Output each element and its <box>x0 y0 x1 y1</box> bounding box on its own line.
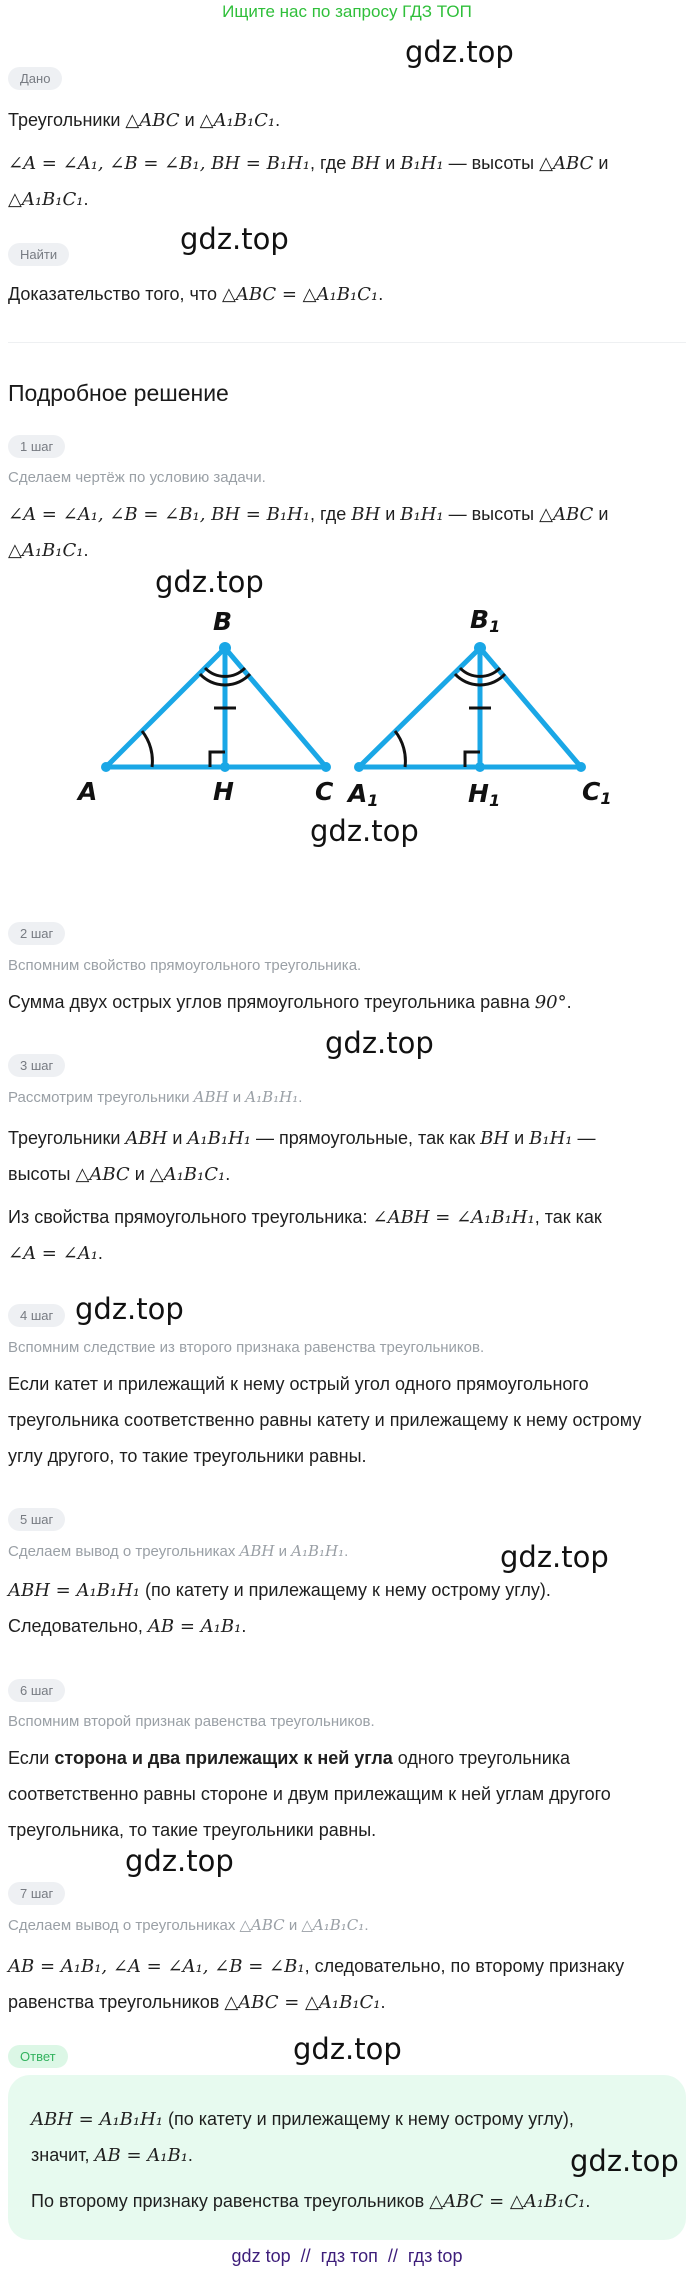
step-badge: 5 шаг <box>8 1508 65 1531</box>
watermark: gdz.top <box>180 222 289 256</box>
step-text: треугольника, то такие треугольники равны. <box>8 1820 377 1840</box>
angle-a-arc <box>142 731 152 767</box>
label-a: A <box>78 777 98 806</box>
step-hint: Сделаем чертёж по условию задачи. <box>8 469 266 486</box>
answer-text: значит, AB = A₁B₁. <box>31 2145 193 2166</box>
triangle-abc-labels <box>76 607 334 806</box>
watermark: gdz.top <box>570 2144 679 2178</box>
label-c: C <box>315 777 334 806</box>
step-hint: Сделаем вывод о треугольниках △ABC и △A₁B₁C₁. <box>8 1916 369 1934</box>
label-b1: B1 <box>470 605 501 636</box>
step-text: высоты △ABC и △A₁B₁C₁. <box>8 1164 231 1185</box>
step-badge: 4 шаг <box>8 1304 65 1327</box>
step-hint: Вспомним второй признак равенства треугольников. <box>8 1713 375 1730</box>
step-badge: 1 шаг <box>8 435 65 458</box>
find-badge: Найти <box>8 243 69 266</box>
step-text: соответственно равны стороне и двум прилежащим к ней углам другого <box>8 1784 611 1804</box>
given-line-3: △A₁B₁C₁. <box>8 189 89 210</box>
step-text: Треугольники ABH и A₁B₁H₁ — прямоугольные, так как BH и B₁H₁ — <box>8 1128 596 1149</box>
step-badge: 6 шаг <box>8 1679 65 1702</box>
step-hint: Вспомним следствие из второго признака равенства треугольников. <box>8 1339 485 1356</box>
watermark: gdz.top <box>310 814 419 848</box>
step-hint: Сделаем вывод о треугольниках ABH и A₁B₁H₁. <box>8 1542 349 1560</box>
step-badge: 3 шаг <box>8 1054 65 1077</box>
watermark: gdz.top <box>75 1292 184 1326</box>
angle-a1-arc <box>395 731 405 767</box>
step-badge: 7 шаг <box>8 1882 65 1905</box>
label-c1: C1 <box>582 777 612 808</box>
step-text: Сумма двух острых углов прямоугольного треугольника равна 90°. <box>8 992 572 1013</box>
answer-text: По второму признаку равенства треугольников △ABC = △A₁B₁C₁. <box>31 2191 591 2212</box>
watermark: gdz.top <box>293 2032 402 2066</box>
triangles-figure <box>60 600 650 820</box>
watermark: gdz.top <box>500 1540 609 1574</box>
step-text: треугольника соответственно равны катету и прилежащему к нему острому <box>8 1410 642 1430</box>
label-h: H <box>213 777 234 806</box>
step-text: углу другого, то такие треугольники равны. <box>8 1446 367 1466</box>
step-hint: Вспомним свойство прямоугольного треугольника. <box>8 957 362 974</box>
solution-title: Подробное решение <box>8 380 229 406</box>
label-h1: H1 <box>468 779 501 810</box>
given-line-2: ∠A = ∠A₁, ∠B = ∠B₁, BH = B₁H₁, где BH и B₁H₁ — высоты △ABC и <box>8 153 609 174</box>
step-text: ∠A = ∠A₁. <box>8 1243 103 1264</box>
given-badge: Дано <box>8 67 62 90</box>
watermark: gdz.top <box>325 1026 434 1060</box>
label-b: B <box>213 607 233 636</box>
given-line-1: Треугольники △ABC и △A₁B₁C₁. <box>8 110 281 131</box>
step-text: Если катет и прилежащий к нему острый угол одного прямоугольного <box>8 1374 589 1394</box>
step-text: ABH = A₁B₁H₁ (по катету и прилежащему к нему острому углу). <box>8 1580 551 1601</box>
step-text: △A₁B₁C₁. <box>8 540 89 561</box>
find-section <box>8 243 69 266</box>
label-a1: A1 <box>348 779 379 810</box>
step-text: ∠A = ∠A₁, ∠B = ∠B₁, BH = B₁H₁, где BH и B₁H₁ — высоты △ABC и <box>8 504 609 525</box>
watermark: gdz.top <box>405 35 514 69</box>
step-badge: 2 шаг <box>8 922 65 945</box>
step-text: равенства треугольников △ABC = △A₁B₁C₁. <box>8 1992 386 2013</box>
section-divider <box>8 342 686 343</box>
answer-badge: Ответ <box>8 2045 68 2068</box>
step-text: Из свойства прямоугольного треугольника: ∠ABH = ∠A₁B₁H₁, так как <box>8 1207 602 1228</box>
step-text: Если сторона и два прилежащих к ней угла одного треугольника <box>8 1748 571 1768</box>
step-hint: Рассмотрим треугольники ABH и A₁B₁H₁. <box>8 1088 303 1106</box>
watermark: gdz.top <box>125 1844 234 1878</box>
watermark: gdz.top <box>155 565 264 599</box>
answer-text: ABH = A₁B₁H₁ (по катету и прилежащему к нему острому углу), <box>31 2109 574 2130</box>
footer-links[interactable]: gdz top // гдз топ // гдз top <box>231 2246 463 2266</box>
step-text: Следовательно, AB = A₁B₁. <box>8 1616 247 1637</box>
find-line: Доказательство того, что △ABC = △A₁B₁C₁. <box>8 284 384 305</box>
given-section <box>8 67 62 90</box>
step-text: AB = A₁B₁, ∠A = ∠A₁, ∠B = ∠B₁, следовательно, по второму признаку <box>8 1956 625 1977</box>
top-banner: Ищите нас по запросу ГДЗ ТОП <box>222 2 472 21</box>
